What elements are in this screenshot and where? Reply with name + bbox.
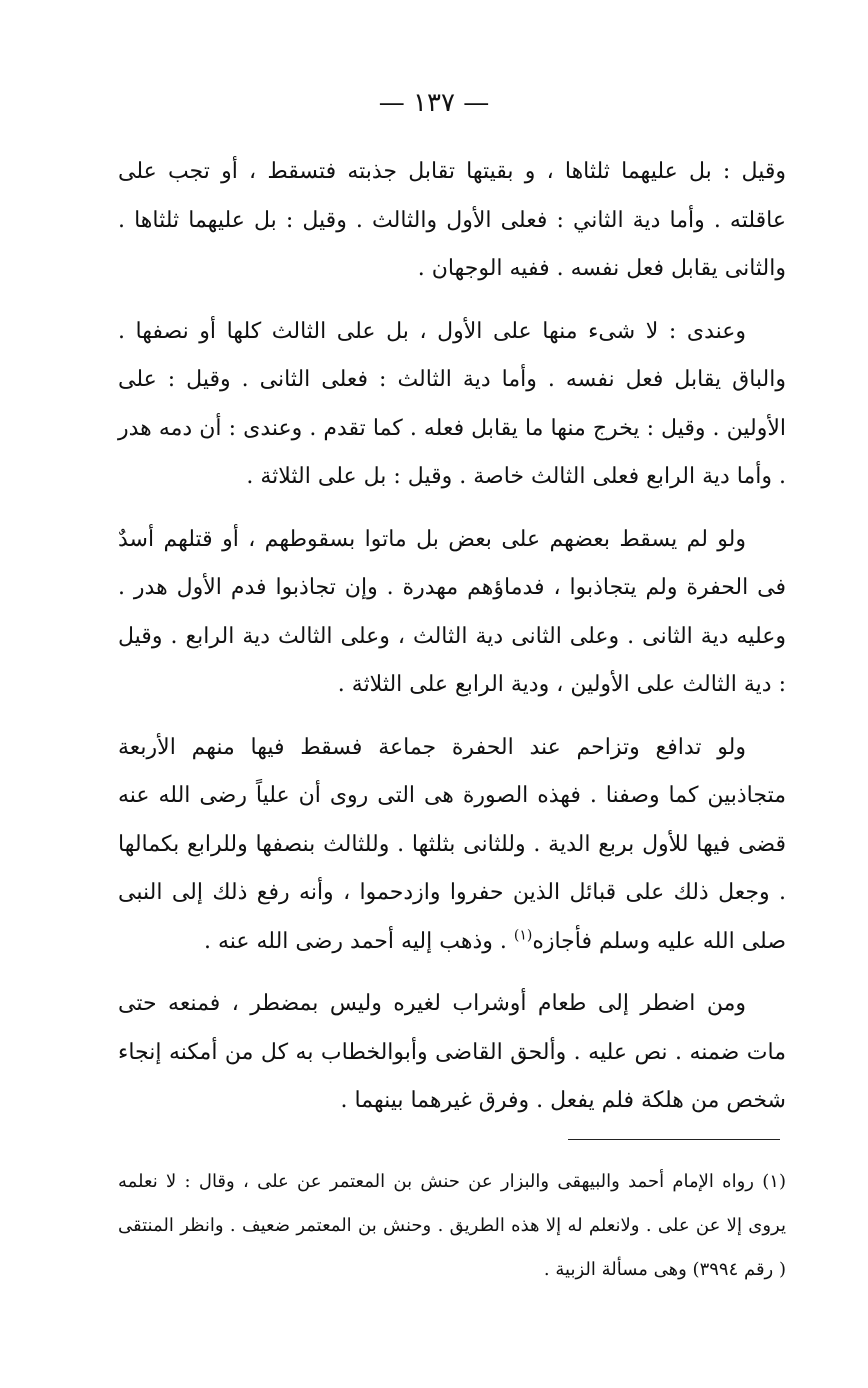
paragraph-4 <box>118 724 786 967</box>
paragraph-5: ومن اضطر إلى طعام أوشراب لغيره وليس بمضطر ، فمنعه حتى مات ضمنه . نص عليه . وألحق القاضى وأبوالخطاب به كل من أمكنه إنجاء شخص من هلكة فلم يفعل . وفرق غيرهما بينهما . <box>118 991 786 1113</box>
paragraph-3: ولو لم يسقط بعضهم على بعض بل ماتوا بسقوطهم ، أو قتلهم أسدٌ فى الحفرة ولم يتجاذبوا ، فدماؤهم مهدرة . وإن تجاذبوا فدم الأول هدر . وعليه دية الثانى . وعلى الثانى دية الثالث ، وعلى الثالث دية الرابع . وقيل : دية الثالث على الأولين ، ودية الرابع على الثلاثة . <box>118 526 786 697</box>
paragraph-4-tail: . وذهب إليه أحمد رضى الله عنه . <box>203 928 514 954</box>
paragraph-1: وقيل : بل عليهما ثلثاها ، و بقيتها تقابل جذبته فتسقط ، أو تجب على عاقلته . وأما دية الثاني : فعلى الأول والثالث . وقيل : بل عليهما ثلثاها . والثانى يقابل فعل نفسه . ففيه الوجهان . <box>118 159 786 281</box>
paragraph-4-text: ولو تدافع وتزاحم عند الحفرة جماعة فسقط فيها منهم الأربعة متجاذبين كما وصفنا . فهذه الصورة هى التى روى أن علياً رضى الله عنه قضى فيها للأول بربع الدية . وللثانى بثلثها . وللثالث بنصفها وللرابع بكمالها . وجعل ذلك على قبائل الذين حفروا وازدحموا ، وأنه رفع ذلك إلى النبى صلى الله عليه وسلم فأجازه <box>118 734 786 954</box>
footnote <box>118 1160 786 1292</box>
footnote-divider <box>568 1139 780 1140</box>
footnote-text: (١) رواه الإمام أحمد والبيهقى والبزار عن حنش بن المعتمر عن على ، وقال : لا نعلمه يروى إلا عن على . ولانعلم له إلا هذه الطريق . وحنش بن المعتمر ضعيف . وانظر المنتقى ( رقم ٣٩٩٤) وهى مسألة الزبية . <box>118 1171 786 1280</box>
footnote-reference: (١) <box>513 927 533 944</box>
page-number: — ١٣٧ — <box>378 88 490 118</box>
body-text <box>118 148 786 1140</box>
paragraph-2: وعندى : لا شىء منها على الأول ، بل على الثالث كلها أو نصفها . والباق يقابل فعل نفسه . وأما دية الثالث : فعلى الثانى . وقيل : على الأولين . وقيل : يخرج منها ما يقابل فعله . كما تقدم . وعندى : أن دمه هدر . وأما دية الرابع فعلى الثالث خاصة . وقيل : بل على الثلاثة . <box>118 318 786 489</box>
